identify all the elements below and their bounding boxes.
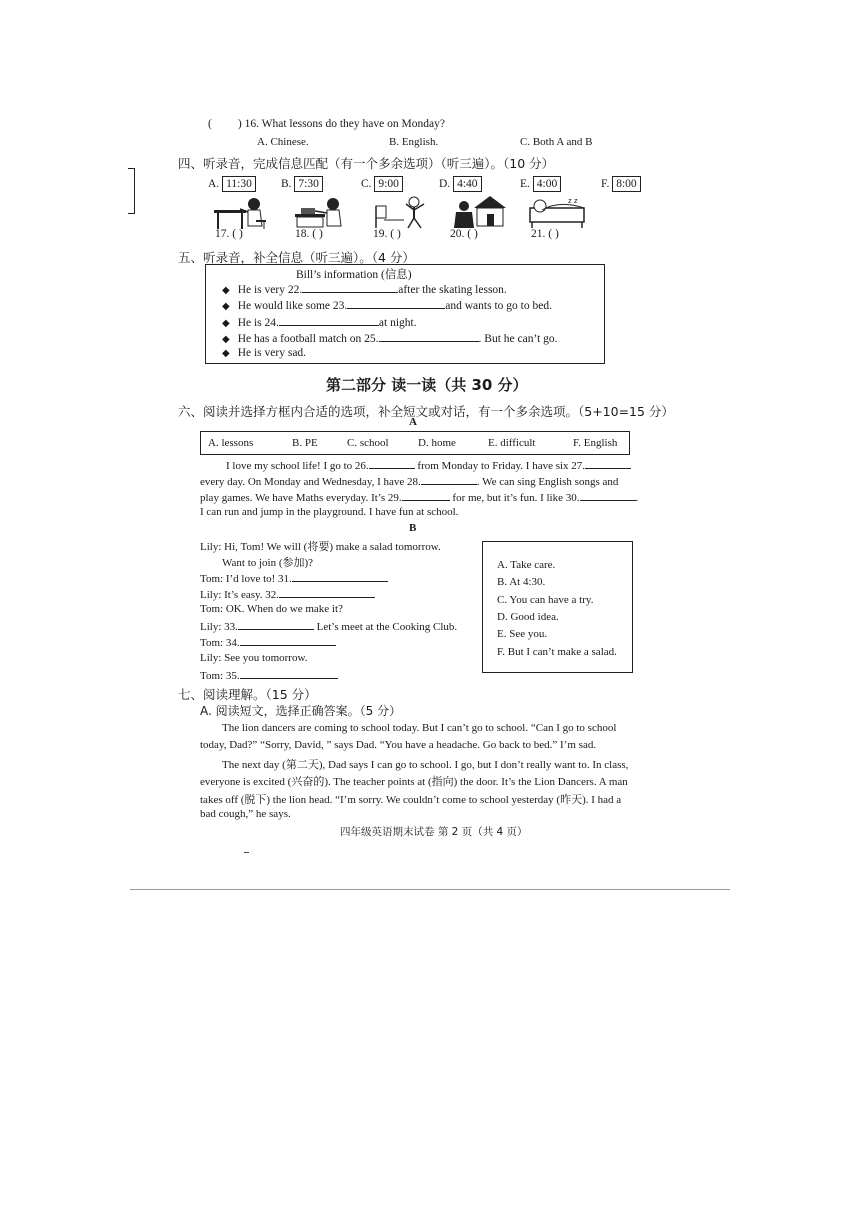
q16-option-a: A. Chinese. (257, 136, 309, 148)
reading-line-1: The lion dancers are coming to school today. But I can’t go to school. “Can I go to school (222, 722, 617, 734)
dialog-choice-f: F. But I can’t make a salad. (497, 646, 617, 658)
page-divider (130, 889, 730, 890)
sec4-title: 四、听录音，完成信息匹配（有一个多余选项）（听三遍）。（10 分） (178, 156, 555, 171)
dialog-line-9: Tom: 35. (200, 668, 338, 682)
reading-line-3: The next day (第二天), Dad says I can go to school. I go, but I don’t really want to. In class, (222, 759, 629, 771)
bill-info-title: Bill’s information (信息) (296, 269, 412, 281)
dialog-choice-b: B. At 4:30. (497, 576, 546, 588)
time-option-d: D. 4:40 (439, 176, 482, 192)
blank-17: 17. ( ) (215, 228, 243, 240)
time-option-a: A. 11:30 (208, 176, 256, 192)
dialog-line-7: Tom: 34. (200, 635, 336, 649)
blank-19: 19. ( ) (373, 228, 401, 240)
time-option-f: F. 8:00 (601, 176, 641, 192)
dialog-choice-d: D. Good idea. (497, 611, 559, 623)
bill-line-23: ◆ He would like some 23. and wants to go to bed. (222, 300, 552, 312)
dialog-choice-a: A. Take care. (497, 559, 556, 571)
blank-21: 21. ( ) (531, 228, 559, 240)
sec6-title: 六、阅读并选择方框内合适的选项，补全短文或对话，有一个多余选项。（5+10=15 分） (178, 404, 674, 419)
dialog-line-1: Lily: Hi, Tom! We will (将要) make a salad tomorrow. (200, 541, 441, 553)
svg-text:z z: z z (568, 197, 578, 205)
dialog-choice-e: E. See you. (497, 628, 548, 640)
bill-line-22: ◆ He is very 22. after the skating lesson. (222, 284, 507, 296)
sec5-title: 五、听录音，补全信息（听三遍）。（4 分） (178, 250, 415, 265)
going-home-picture (452, 194, 510, 230)
studying-girl-picture (212, 196, 272, 230)
time-option-c: C. 9:00 (361, 176, 403, 192)
passage-b-label: B (409, 522, 417, 534)
passage-a-line4: I can run and jump in the playground. I have fun at school. (200, 506, 459, 518)
bill-line-sad: ◆ He is very sad. (222, 347, 307, 359)
stray-mark (244, 852, 249, 853)
passage-a-line3: play games. We have Maths everyday. It’s 29. for me, but it’s fun. I like 30. . (200, 492, 639, 504)
dialog-line-4: Lily: It’s easy. 32. (200, 587, 375, 601)
playing-boy-picture (374, 196, 432, 230)
word-option-e: E. difficult (488, 437, 536, 449)
reading-girl-picture (293, 196, 349, 230)
reading-line-5: takes off (脱下) the lion head. “I’m sorry. We couldn’t come to school yesterday (昨天). I had a (200, 794, 622, 806)
time-option-b: B. 7:30 (281, 176, 323, 192)
binding-mark (128, 168, 135, 214)
blank-20: 20. ( ) (450, 228, 478, 240)
time-option-e: E. 4:00 (520, 176, 561, 192)
dialog-line-8: Lily: See you tomorrow. (200, 652, 308, 664)
word-option-f: F. English (573, 437, 618, 449)
passage-a-line2: every day. On Monday and Wednesday, I have 28. . We can sing English songs and (200, 476, 619, 488)
word-option-a: A. lessons (208, 437, 254, 449)
passage-a-label: A (409, 416, 417, 428)
word-option-d: D. home (418, 437, 456, 449)
part2-title: 第二部分 读一读（共 30 分） (326, 376, 528, 394)
sleeping-child-picture (528, 194, 588, 230)
dialog-line-2: Want to join (参加)? (222, 557, 314, 569)
word-option-c: C. school (347, 437, 389, 449)
reading-line-2: today, Dad?” “Sorry, David, ” says Dad. “You have a headache. Go back to bed.” I’m sad. (200, 739, 597, 751)
dialog-line-5: Tom: OK. When do we make it? (200, 603, 343, 615)
reading-line-6: bad cough,” he says. (200, 808, 291, 820)
bill-line-24: ◆ He is 24. at night. (222, 317, 417, 329)
passage-a-line1: I love my school life! I go to 26. from Monday to Friday. I have six 27. (226, 458, 631, 472)
dialog-line-6: Lily: 33. Let’s meet at the Cooking Club. (200, 621, 458, 633)
q16-option-c: C. Both A and B (520, 136, 593, 148)
sec7-title: 七、阅读理解。（15 分） (178, 687, 317, 702)
bill-line-25: ◆ He has a football match on 25. . But he can’t go. (222, 333, 558, 345)
dialog-choice-c: C. You can have a try. (497, 594, 594, 606)
word-options-box (200, 431, 630, 455)
word-option-b: B. PE (292, 437, 318, 449)
sec7-subtitle: A. 阅读短文，选择正确答案。（5 分） (200, 704, 402, 718)
page-footer: 四年级英语期末试卷 第 2 页（共 4 页） (340, 826, 528, 838)
q16-question: ( ) 16. What lessons do they have on Monday? (208, 118, 445, 130)
q16-option-b: B. English. (389, 136, 439, 148)
blank-18: 18. ( ) (295, 228, 323, 240)
dialog-line-3: Tom: I’d love to! 31. (200, 571, 388, 585)
reading-line-4: everyone is excited (兴奋的). The teacher points at (指向) the door. It’s the Lion Dancers. A man (200, 776, 628, 788)
